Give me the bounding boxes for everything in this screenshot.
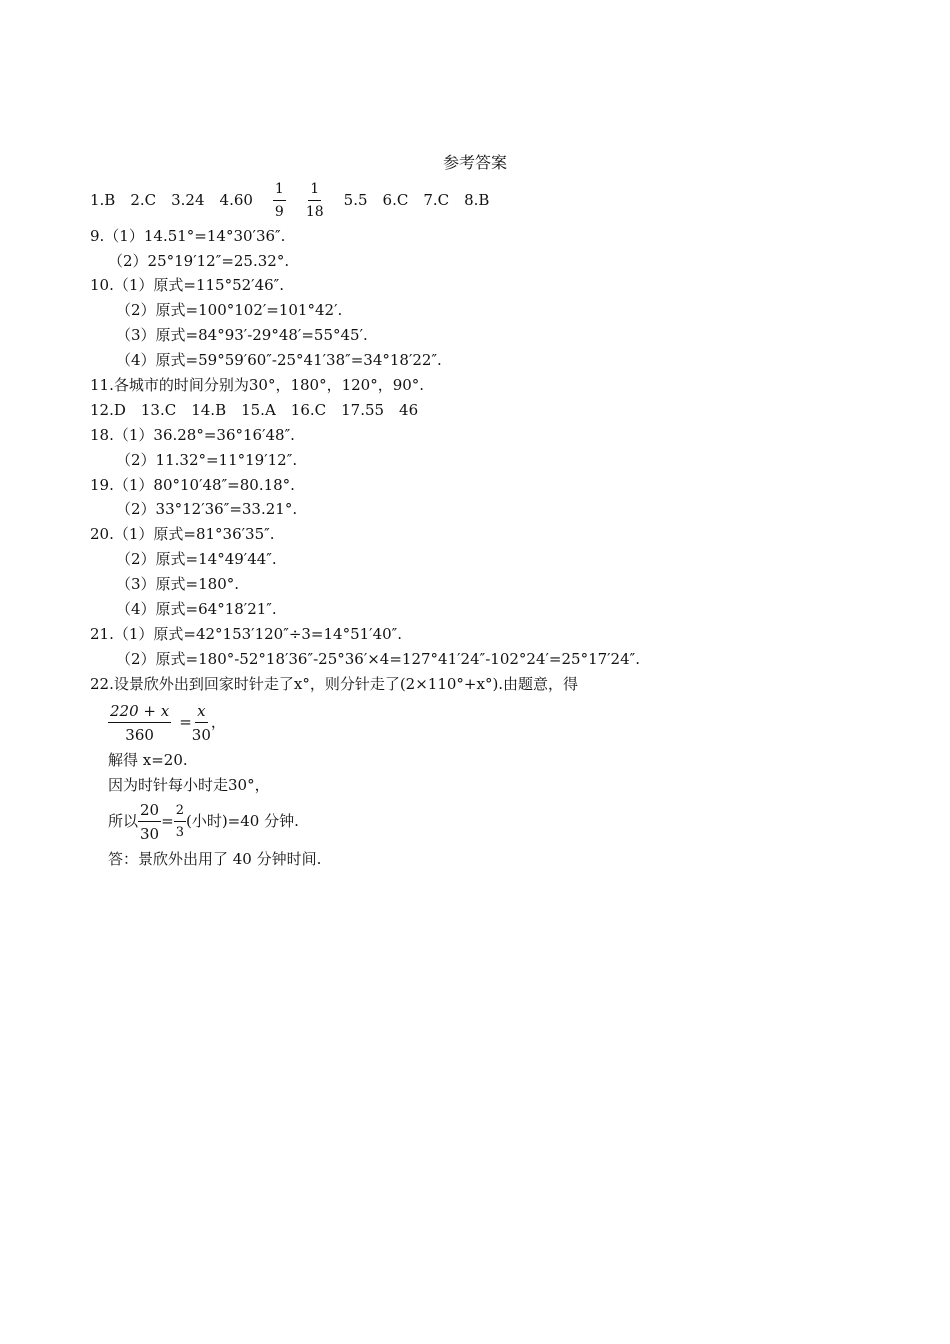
answer-line: （2）原式=180°-52°18′36″-25°36′×4=127°41′24″-102°24′=25°17′24″. [116,650,641,668]
fraction-numerator: 1 [273,182,286,200]
page-title: 参考答案 [442,153,507,172]
equals-sign: = [161,812,174,830]
fraction [138,802,161,842]
answers-5-8: 5.5 6.C 7.C 8.B [343,191,490,209]
answer-line: （2）11.32°=11°19′12″. [116,451,298,469]
answer-line: 11.各城市的时间分别为30°，180°，120°，90°. [90,376,425,394]
reason-line: 因为时针每小时走30°， [108,776,270,794]
so-prefix: 所以 [108,812,139,830]
answer-line: 9.（1）14.51°=14°30′36″. [90,227,286,245]
conclusion-tail: (小时)=40 分钟. [185,812,299,830]
fraction-numerator: 2 [174,804,186,821]
fraction-one-eighteenth [306,182,324,220]
fraction-denominator: 9 [274,203,284,220]
fraction-denominator: 30 [191,725,211,744]
fraction-denominator: 30 [140,824,160,843]
fraction-denominator: 18 [305,203,324,220]
fraction-numerator: 20 [138,802,161,822]
fraction-numerator: 220 + x [108,703,171,723]
fraction-denominator: 360 [125,725,154,744]
answer-line: 20.（1）原式=81°36′35″. [90,525,275,543]
equation-line [108,698,226,746]
fraction-numerator: x [195,703,207,723]
answer-line: （4）原式=64°18′21″. [116,600,277,618]
answer-line: （2）33°12′36″=33.21°. [116,500,298,518]
fraction-one-ninth [273,182,286,220]
comma: ， [210,713,226,731]
fraction-denominator: 3 [175,824,184,840]
answer-line: 19.（1）80°10′48″=80.18°. [90,476,295,494]
answer-line: （2）原式=100°102′=101°42′. [116,301,343,319]
answer-line: 18.（1）36.28°=36°16′48″. [90,426,295,444]
answer-line: （2）原式=14°49′44″. [116,550,277,568]
conclusion-line [108,797,299,845]
answers-1-4: 1.B 2.C 3.24 4.60 [90,191,253,209]
fraction [108,703,171,743]
answer-line-1-8 [90,178,489,222]
answer-line: （3）原式=180°. [116,575,240,593]
fraction [174,804,186,840]
fraction [192,703,211,743]
answer-line: 21.（1）原式=42°153′120″÷3=14°51′40″. [90,625,403,643]
answer-line: 10.（1）原式=115°52′46″. [90,276,285,294]
equals-sign: = [179,713,192,731]
answer-line: （2）25°19′12″=25.32°. [108,252,290,270]
answer-line: 12.D 13.C 14.B 15.A 16.C 17.55 46 [90,401,419,419]
solution-line: 解得 x=20. [108,751,188,769]
final-answer: 答：景欣外出用了 40 分钟时间. [108,850,322,868]
answer-line: （3）原式=84°93′-29°48′=55°45′. [116,326,368,344]
answer-line: （4）原式=59°59′60″-25°41′38″=34°18′22″. [116,351,442,369]
fraction-numerator: 1 [308,182,321,200]
answer-line: 22.设景欣外出到回家时针走了x°，则分针走了(2×110°+x°).由题意，得 [90,675,579,693]
